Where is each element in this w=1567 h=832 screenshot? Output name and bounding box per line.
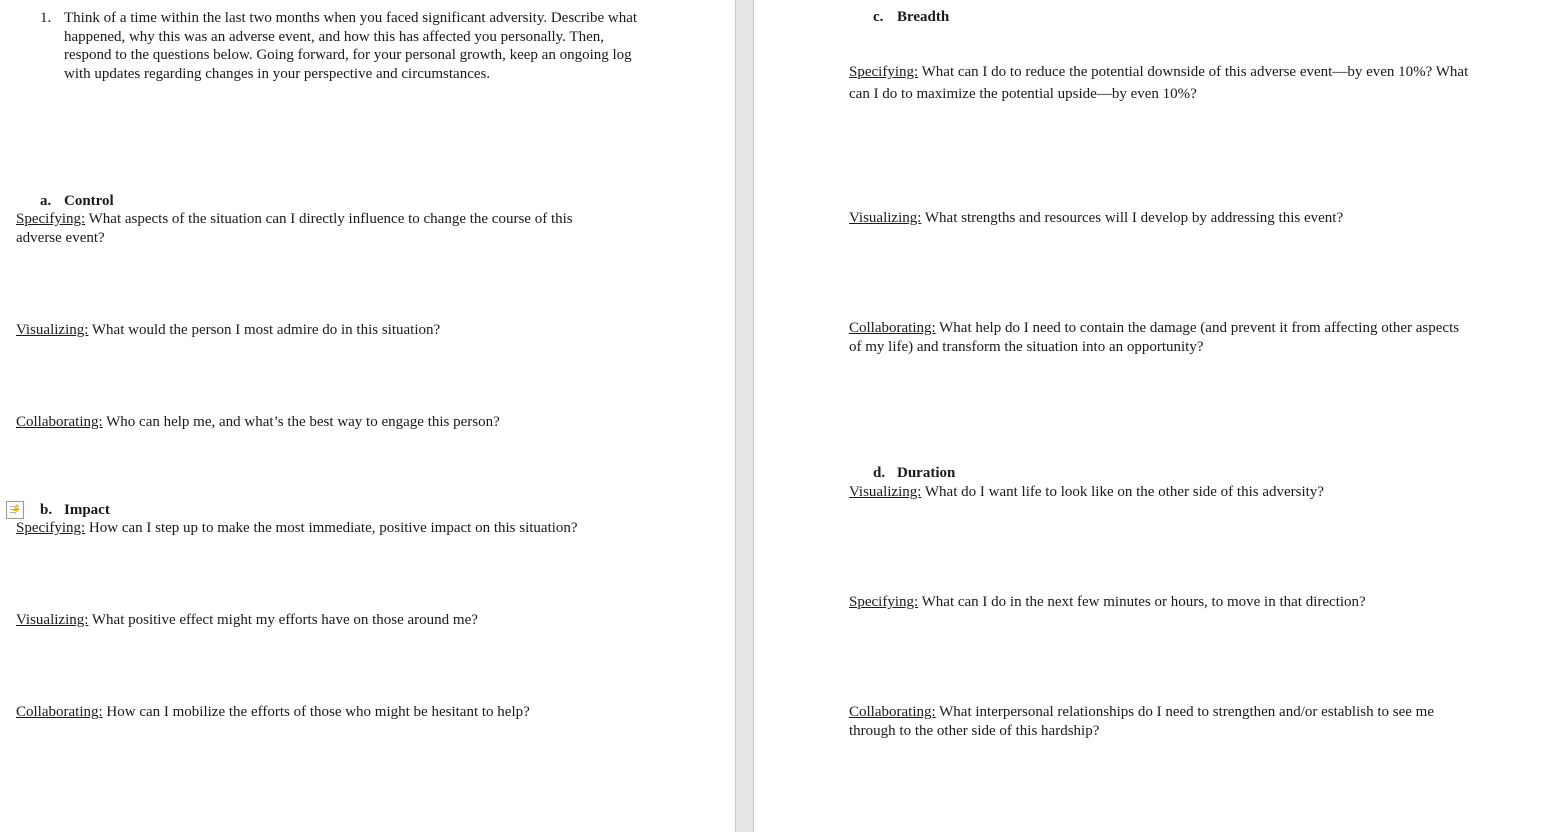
duration-visualizing-label: Visualizing: (849, 484, 922, 500)
breadth-visualizing-prompt (849, 209, 1539, 228)
breadth-collaborating-prompt (849, 319, 1467, 357)
comment-marker-icon[interactable] (6, 501, 24, 519)
impact-collaborating-label: Collaborating: (16, 704, 103, 720)
control-specifying-label: Specifying: (16, 211, 86, 227)
impact-collaborating-prompt (16, 703, 716, 722)
breadth-specifying-text: What can I do to reduce the potential downside of this adverse event—by even 10%? What can I do to maximize the potential upside—by even 10%? (849, 64, 1469, 102)
section-control-title: Control (64, 193, 114, 209)
control-specifying-prompt (16, 210, 621, 248)
section-control-letter: a. (40, 193, 52, 209)
control-visualizing-prompt (16, 321, 696, 340)
breadth-specifying-label: Specifying: (849, 64, 919, 80)
control-collaborating-label: Collaborating: (16, 414, 103, 430)
breadth-collaborating-label: Collaborating: (849, 320, 936, 336)
impact-collaborating-text: How can I mobilize the efforts of those who might be hesitant to help? (102, 704, 530, 720)
duration-specifying-label: Specifying: (849, 594, 919, 610)
document-page-right (754, 0, 1567, 832)
duration-collaborating-text: What interpersonal relationships do I need to strengthen and/or establish to see me through to the other side of this hardship? (849, 704, 1434, 739)
impact-specifying-label: Specifying: (16, 520, 86, 536)
document-page-left (0, 0, 735, 832)
section-impact-letter: b. (40, 502, 53, 518)
question-1-text: Think of a time within the last two months when you faced significant adversity. Describe what happened, why this was an adverse event, and how this has affected you personally. Then, respond to the questions below. Going forward, for your personal growth, keep an ongoing log with updates regarding changes in your perspective and circumstances. (64, 10, 638, 82)
duration-visualizing-text: What do I want life to look like on the other side of this adversity? (921, 484, 1324, 500)
section-duration-title: Duration (897, 465, 956, 481)
page-gutter (735, 0, 754, 832)
duration-visualizing-prompt (849, 483, 1539, 502)
section-duration-letter: d. (873, 465, 886, 481)
section-breadth-heading (873, 8, 949, 27)
duration-specifying-text: What can I do in the next few minutes or hours, to move in that direction? (918, 594, 1366, 610)
breadth-visualizing-label: Visualizing: (849, 210, 922, 226)
section-breadth-title: Breadth (897, 9, 950, 25)
control-specifying-text: What aspects of the situation can I directly influence to change the course of this adverse event? (16, 211, 573, 246)
impact-specifying-text: How can I step up to make the most immediate, positive impact on this situation? (85, 520, 578, 536)
breadth-collaborating-text: What help do I need to contain the damage (and prevent it from affecting other aspects of my life) and transform the situation into an opportunity? (849, 320, 1460, 355)
breadth-specifying-prompt (849, 61, 1479, 105)
control-collaborating-prompt (16, 413, 696, 432)
impact-specifying-prompt (16, 519, 716, 538)
section-impact-heading (40, 501, 110, 520)
question-1 (40, 9, 640, 83)
section-control-heading (40, 192, 114, 211)
impact-visualizing-text: What positive effect might my efforts have on those around me? (88, 612, 478, 628)
comment-marker-glyph (7, 502, 23, 518)
control-visualizing-label: Visualizing: (16, 322, 89, 338)
section-duration-heading (873, 464, 955, 483)
question-1-number: 1. (40, 10, 52, 26)
breadth-visualizing-text: What strengths and resources will I develop by addressing this event? (921, 210, 1344, 226)
impact-visualizing-label: Visualizing: (16, 612, 89, 628)
control-visualizing-text: What would the person I most admire do in this situation? (88, 322, 441, 338)
section-breadth-letter: c. (873, 9, 884, 25)
duration-collaborating-prompt (849, 703, 1467, 741)
section-impact-title: Impact (64, 502, 110, 518)
impact-visualizing-prompt (16, 611, 716, 630)
duration-collaborating-label: Collaborating: (849, 704, 936, 720)
duration-specifying-prompt (849, 593, 1539, 612)
control-collaborating-text: Who can help me, and what’s the best way to engage this person? (102, 414, 500, 430)
